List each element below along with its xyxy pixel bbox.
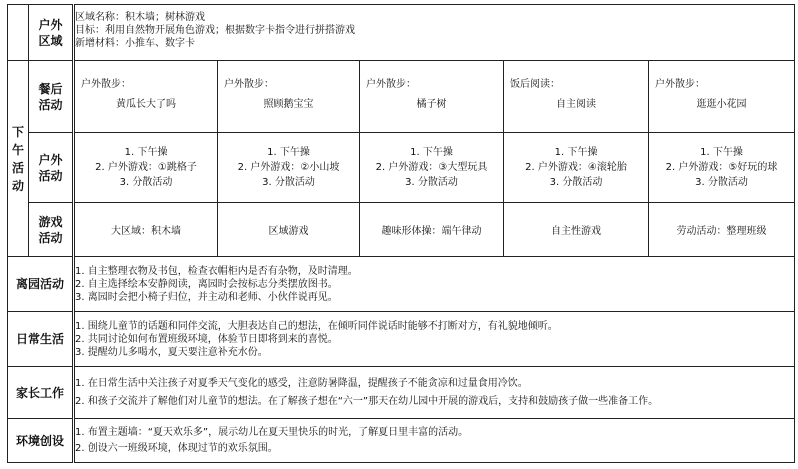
afternoon-label-text: 下午活动 — [12, 124, 25, 193]
outdoor-activity-step: 2. 户外游戏：③大型玩具 — [375, 162, 488, 173]
environment-content — [74, 419, 795, 463]
outdoor-activity-step: 1. 下午操 — [267, 147, 310, 158]
after-meal-row — [8, 61, 795, 133]
game-activity-cell: 区域游戏 — [218, 203, 360, 257]
outdoor-activity-label: 户外 活动 — [29, 133, 74, 203]
parents-line: 2. 和孩子交流并了解他们对儿童节的想法。在了解孩子想在“六一”那天在幼儿园中开展的游戏后，支持和鼓励孩子做一些准备工作。 — [75, 395, 659, 407]
outdoor-activity-step: 2. 户外游戏：⑤好玩的球 — [665, 162, 778, 173]
after-meal-label: 餐后 活动 — [29, 61, 74, 133]
environment-label: 环境创设 — [8, 419, 74, 463]
game-activity-cell: 劳动活动：整理班级 — [649, 203, 795, 257]
after-meal-name: 橘子树 — [416, 99, 447, 110]
daily-life-content — [74, 312, 795, 367]
leaving-line: 3. 离园时会把小椅子归位，并主动和老师、小伙伴说再见。 — [75, 291, 338, 303]
outdoor-activity-step: 3. 分散活动 — [119, 177, 173, 188]
environment-line: 1. 布置主题墙：“夏天欢乐多”，展示幼儿在夏天里快乐的时光，了解夏日里丰富的活动。 — [75, 426, 469, 438]
after-meal-cell — [649, 61, 795, 133]
environment-line: 2. 创设六一班级环境，体现过节的欢乐氛围。 — [75, 442, 278, 454]
outdoor-area-line: 新增材料：小推车、数字卡 — [75, 38, 195, 49]
leaving-line: 1. 自主整理衣物及书包，检查衣帽柜内是否有杂物，及时清理。 — [75, 265, 358, 277]
outdoor-activity-step: 2. 户外游戏：④滚轮胎 — [525, 162, 627, 173]
after-meal-type: 户外散步： — [81, 79, 131, 90]
weekly-plan-table — [7, 4, 795, 463]
afternoon-label — [8, 61, 29, 257]
outdoor-area-row — [8, 5, 795, 61]
after-meal-name: 照顾鹅宝宝 — [263, 99, 314, 110]
daily-life-row — [8, 312, 795, 367]
outdoor-area-line: 目标：利用自然物开展角色游戏；根据数字卡指令进行拼搭游戏 — [75, 25, 355, 36]
leaving-content — [74, 257, 795, 312]
outdoor-activity-row — [8, 133, 795, 203]
after-meal-cell — [218, 61, 360, 133]
outdoor-activity-step: 3. 分散活动 — [695, 177, 748, 188]
leaving-label: 离园活动 — [8, 257, 74, 312]
game-activity-cell: 趣味形体操：端午律动 — [360, 203, 504, 257]
after-meal-cell — [74, 61, 218, 133]
after-meal-name: 黄瓜长大了吗 — [116, 99, 176, 110]
outdoor-activity-step: 2. 户外游戏：①跳格子 — [95, 162, 197, 173]
environment-row — [8, 419, 795, 463]
game-activity-cell: 大区域：积木墙 — [74, 203, 218, 257]
outdoor-area-content — [74, 5, 795, 61]
outdoor-activity-step: 1. 下午操 — [554, 147, 598, 158]
game-activity-row — [8, 203, 795, 257]
outdoor-activity-step: 3. 分散活动 — [405, 177, 458, 188]
outdoor-activity-cell — [360, 133, 504, 203]
game-activity-cell: 自主性游戏 — [504, 203, 649, 257]
daily-life-line: 3. 提醒幼儿多喝水，夏天要注意补充水份。 — [75, 346, 268, 358]
parents-content — [74, 367, 795, 419]
after-meal-name: 自主阅读 — [556, 99, 596, 110]
outdoor-activity-step: 1. 下午操 — [700, 147, 743, 158]
outdoor-activity-cell — [649, 133, 795, 203]
daily-life-line: 1. 围绕儿童节的话题和同伴交流，大胆表达自己的想法，在倾听同伴说话时能够不打断对方，有礼貌地倾听。 — [75, 320, 558, 332]
after-meal-name: 逛逛小花园 — [696, 99, 747, 110]
after-meal-type: 户外散步： — [655, 79, 705, 90]
outdoor-area-spacer — [8, 5, 29, 61]
daily-life-label: 日常生活 — [8, 312, 74, 367]
outdoor-activity-cell — [74, 133, 218, 203]
outdoor-activity-cell — [218, 133, 360, 203]
outdoor-activity-step: 3. 分散活动 — [549, 177, 603, 188]
outdoor-activity-step: 1. 下午操 — [124, 147, 168, 158]
daily-life-line: 2. 共同讨论如何布置班级环境，体验节日即将到来的喜悦。 — [75, 333, 338, 345]
parents-row — [8, 367, 795, 419]
outdoor-activity-step: 3. 分散活动 — [262, 177, 315, 188]
parents-line: 1. 在日常生活中关注孩子对夏季天气变化的感受，注意防暑降温，提醒孩子不能贪凉和过量食用冷饮。 — [75, 377, 528, 389]
leaving-row — [8, 257, 795, 312]
after-meal-type: 户外散步： — [366, 79, 416, 90]
after-meal-type: 户外散步： — [224, 79, 274, 90]
outdoor-area-line: 区域名称：积木墙；树林游戏 — [75, 12, 205, 23]
after-meal-type: 饭后阅读： — [510, 79, 560, 90]
outdoor-activity-cell — [504, 133, 649, 203]
outdoor-activity-step: 1. 下午操 — [410, 147, 453, 158]
after-meal-cell — [504, 61, 649, 133]
parents-label: 家长工作 — [8, 367, 74, 419]
outdoor-area-label: 户外 区域 — [29, 5, 74, 61]
outdoor-activity-step: 2. 户外游戏：②小山坡 — [237, 162, 340, 173]
after-meal-cell — [360, 61, 504, 133]
leaving-line: 2. 自主选择绘本安静阅读，离园时会按标志分类摆放图书。 — [75, 278, 338, 290]
game-activity-label: 游戏 活动 — [29, 203, 74, 257]
